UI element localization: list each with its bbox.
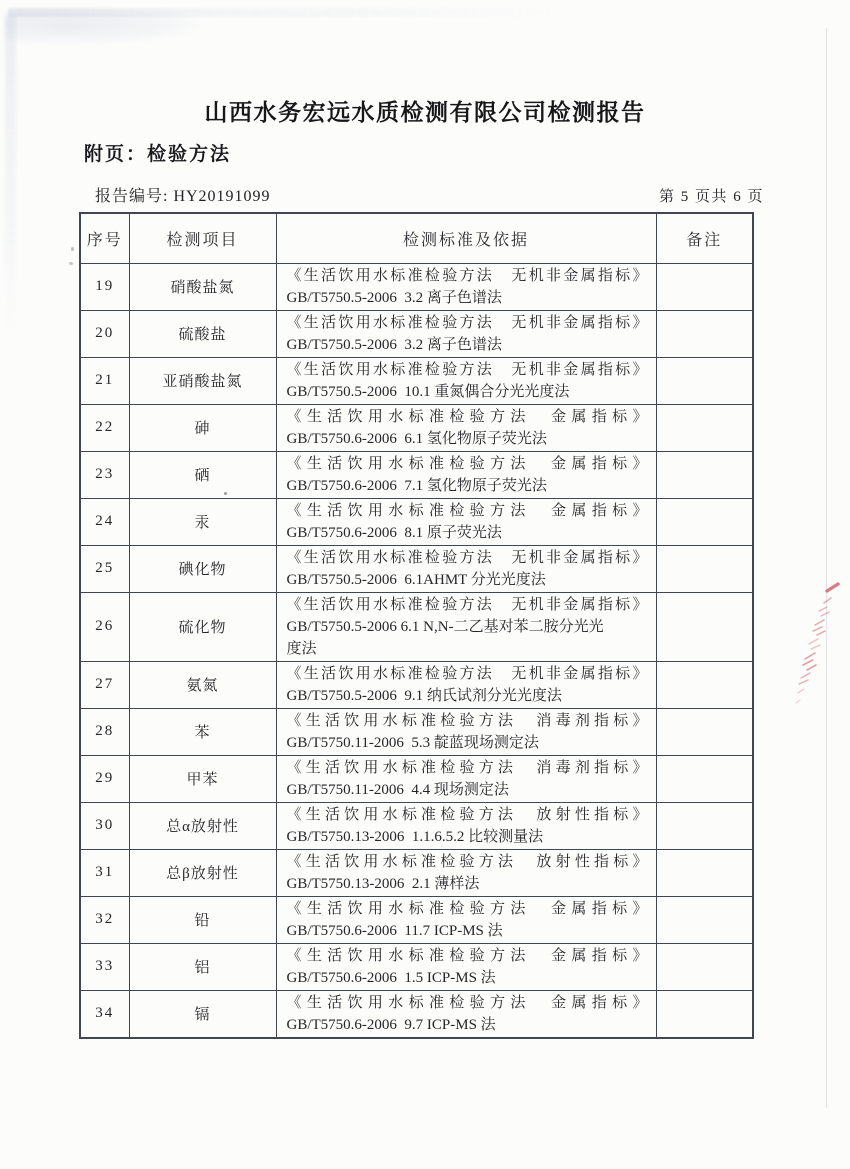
test-item-cell: 硒 bbox=[129, 451, 276, 498]
scan-speck bbox=[71, 247, 74, 251]
row-number-cell: 29 bbox=[80, 755, 129, 802]
standard-cell bbox=[276, 357, 656, 404]
standard-method-line: GB/T5750.11-2006 4.4 现场测定法 bbox=[286, 781, 509, 798]
col-header-standard: 检测标准及依据 bbox=[276, 213, 656, 263]
standard-title-line: 《生活饮用水标准检验方法 放射性指标》 bbox=[286, 853, 648, 870]
standard-method-line: GB/T5750.5-2006 9.1 纳氏试剂分光光度法 bbox=[286, 687, 562, 704]
report-number: 报告编号: HY20191099 bbox=[95, 188, 271, 205]
test-item-cell: 苯 bbox=[129, 708, 276, 755]
row-number-cell: 19 bbox=[80, 263, 129, 310]
table-row bbox=[80, 545, 753, 592]
standard-title-line: 《生活饮用水标准检验方法 金属指标》 bbox=[286, 994, 648, 1011]
standard-method-line: GB/T5750.5-2006 6.1 N,N-二乙基对苯二胺分光光 bbox=[286, 618, 604, 635]
standard-title-line: 《生活饮用水标准检验方法 无机非金属指标》 bbox=[286, 549, 648, 566]
test-item-cell: 亚硝酸盐氮 bbox=[129, 357, 276, 404]
table-row bbox=[80, 943, 753, 990]
table-row bbox=[80, 990, 753, 1038]
standard-cell bbox=[276, 310, 656, 357]
test-item-cell: 铅 bbox=[129, 896, 276, 943]
row-number-cell: 21 bbox=[80, 357, 129, 404]
col-header-no: 序号 bbox=[80, 213, 129, 263]
table-row bbox=[80, 849, 753, 896]
standard-method-line-wrap: 度法 bbox=[286, 640, 317, 657]
table-row bbox=[80, 357, 753, 404]
remark-cell bbox=[656, 896, 753, 943]
test-item-cell: 硫酸盐 bbox=[129, 310, 276, 357]
table-row bbox=[80, 451, 753, 498]
standard-title-line: 《生活饮用水标准检验方法 金属指标》 bbox=[286, 947, 648, 964]
table-row bbox=[80, 802, 753, 849]
standard-cell bbox=[276, 661, 656, 708]
row-number-cell: 23 bbox=[80, 451, 129, 498]
standard-method-line: GB/T5750.6-2006 6.1 氢化物原子荧光法 bbox=[286, 430, 547, 447]
scan-speck bbox=[69, 262, 73, 265]
table-row bbox=[80, 498, 753, 545]
standard-title-line: 《生活饮用水标准检验方法 无机非金属指标》 bbox=[286, 596, 648, 613]
table-row bbox=[80, 661, 753, 708]
row-number-cell: 20 bbox=[80, 310, 129, 357]
remark-cell bbox=[656, 802, 753, 849]
row-number-cell: 34 bbox=[80, 990, 129, 1038]
page-indicator: 第 5 页共 6 页 bbox=[658, 189, 764, 205]
table-row bbox=[80, 310, 753, 357]
standard-cell bbox=[276, 896, 656, 943]
test-item-cell: 铝 bbox=[129, 943, 276, 990]
standard-title-line: 《生活饮用水标准检验方法 金属指标》 bbox=[286, 455, 648, 472]
remark-cell bbox=[656, 943, 753, 990]
scan-noise-corner bbox=[5, 12, 200, 44]
standard-title-line: 《生活饮用水标准检验方法 金属指标》 bbox=[286, 502, 648, 519]
standard-title-line: 《生活饮用水标准检验方法 金属指标》 bbox=[286, 900, 648, 917]
table-row bbox=[80, 896, 753, 943]
red-stamp-fragment bbox=[791, 581, 843, 709]
remark-cell bbox=[656, 310, 753, 357]
row-number-cell: 27 bbox=[80, 661, 129, 708]
test-item-cell: 总β放射性 bbox=[129, 849, 276, 896]
standard-method-line: GB/T5750.6-2006 9.7 ICP-MS 法 bbox=[286, 1016, 496, 1033]
standard-method-line: GB/T5750.5-2006 6.1AHMT 分光光度法 bbox=[286, 571, 546, 588]
row-number-cell: 28 bbox=[80, 708, 129, 755]
standard-cell bbox=[276, 498, 656, 545]
table-header-row bbox=[80, 213, 753, 263]
row-number-cell: 30 bbox=[80, 802, 129, 849]
scan-noise-strip bbox=[5, 16, 16, 336]
scan-edge-line bbox=[826, 28, 827, 1108]
table-row bbox=[80, 404, 753, 451]
standard-cell bbox=[276, 802, 656, 849]
table-row bbox=[80, 592, 753, 661]
test-item-cell: 氨氮 bbox=[129, 661, 276, 708]
test-item-cell: 汞 bbox=[129, 498, 276, 545]
remark-cell bbox=[656, 755, 753, 802]
remark-cell bbox=[656, 451, 753, 498]
standard-title-line: 《生活饮用水标准检验方法 消毒剂指标》 bbox=[286, 759, 648, 776]
table-row bbox=[80, 263, 753, 310]
standard-title-line: 《生活饮用水标准检验方法 放射性指标》 bbox=[286, 806, 648, 823]
standard-cell bbox=[276, 849, 656, 896]
methods-table bbox=[79, 212, 754, 1039]
test-item-cell: 砷 bbox=[129, 404, 276, 451]
test-item-cell: 甲苯 bbox=[129, 755, 276, 802]
standard-cell bbox=[276, 545, 656, 592]
standard-method-line: GB/T5750.13-2006 1.1.6.5.2 比较测量法 bbox=[286, 828, 544, 845]
standard-title-line: 《生活饮用水标准检验方法 消毒剂指标》 bbox=[286, 712, 648, 729]
standard-method-line: GB/T5750.5-2006 3.2 离子色谱法 bbox=[286, 336, 502, 353]
standard-method-line: GB/T5750.6-2006 7.1 氢化物原子荧光法 bbox=[286, 477, 547, 494]
table-row bbox=[80, 708, 753, 755]
standard-cell bbox=[276, 990, 656, 1038]
remark-cell bbox=[656, 545, 753, 592]
col-header-item: 检测项目 bbox=[129, 213, 276, 263]
standard-cell bbox=[276, 451, 656, 498]
standard-cell bbox=[276, 592, 656, 661]
standard-method-line: GB/T5750.6-2006 1.5 ICP-MS 法 bbox=[286, 969, 496, 986]
standard-method-line: GB/T5750.11-2006 5.3 靛蓝现场测定法 bbox=[286, 734, 539, 751]
standard-title-line: 《生活饮用水标准检验方法 无机非金属指标》 bbox=[286, 267, 648, 284]
remark-cell bbox=[656, 990, 753, 1038]
remark-cell bbox=[656, 661, 753, 708]
col-header-remark: 备注 bbox=[656, 213, 753, 263]
row-number-cell: 32 bbox=[80, 896, 129, 943]
standard-cell bbox=[276, 943, 656, 990]
remark-cell bbox=[656, 498, 753, 545]
methods-table-body bbox=[80, 263, 753, 1038]
row-number-cell: 24 bbox=[80, 498, 129, 545]
row-number-cell: 26 bbox=[80, 592, 129, 661]
standard-method-line: GB/T5750.6-2006 8.1 原子荧光法 bbox=[286, 524, 502, 541]
standard-title-line: 《生活饮用水标准检验方法 无机非金属指标》 bbox=[286, 361, 648, 378]
standard-cell bbox=[276, 263, 656, 310]
remark-cell bbox=[656, 849, 753, 896]
page-title: 山西水务宏远水质检测有限公司检测报告 bbox=[204, 99, 646, 125]
remark-cell bbox=[656, 263, 753, 310]
test-item-cell: 镉 bbox=[129, 990, 276, 1038]
standard-method-line: GB/T5750.6-2006 11.7 ICP-MS 法 bbox=[286, 922, 503, 939]
remark-cell bbox=[656, 404, 753, 451]
row-number-cell: 31 bbox=[80, 849, 129, 896]
table-row bbox=[80, 755, 753, 802]
test-item-cell: 碘化物 bbox=[129, 545, 276, 592]
test-item-cell: 总α放射性 bbox=[129, 802, 276, 849]
remark-cell bbox=[656, 708, 753, 755]
standard-title-line: 《生活饮用水标准检验方法 无机非金属指标》 bbox=[286, 665, 648, 682]
row-number-cell: 25 bbox=[80, 545, 129, 592]
standard-cell bbox=[276, 708, 656, 755]
standard-method-line: GB/T5750.13-2006 2.1 薄样法 bbox=[286, 875, 480, 892]
remark-cell bbox=[656, 592, 753, 661]
row-number-cell: 33 bbox=[80, 943, 129, 990]
standard-title-line: 《生活饮用水标准检验方法 无机非金属指标》 bbox=[286, 314, 648, 331]
appendix-heading: 附页：检验方法 bbox=[84, 144, 232, 165]
remark-cell bbox=[656, 357, 753, 404]
test-item-cell: 硝酸盐氮 bbox=[129, 263, 276, 310]
standard-cell bbox=[276, 755, 656, 802]
standard-method-line: GB/T5750.5-2006 3.2 离子色谱法 bbox=[286, 289, 502, 306]
standard-cell bbox=[276, 404, 656, 451]
standard-title-line: 《生活饮用水标准检验方法 金属指标》 bbox=[286, 408, 648, 425]
standard-method-line: GB/T5750.5-2006 10.1 重氮偶合分光光度法 bbox=[286, 383, 570, 400]
row-number-cell: 22 bbox=[80, 404, 129, 451]
test-item-cell: 硫化物 bbox=[129, 592, 276, 661]
